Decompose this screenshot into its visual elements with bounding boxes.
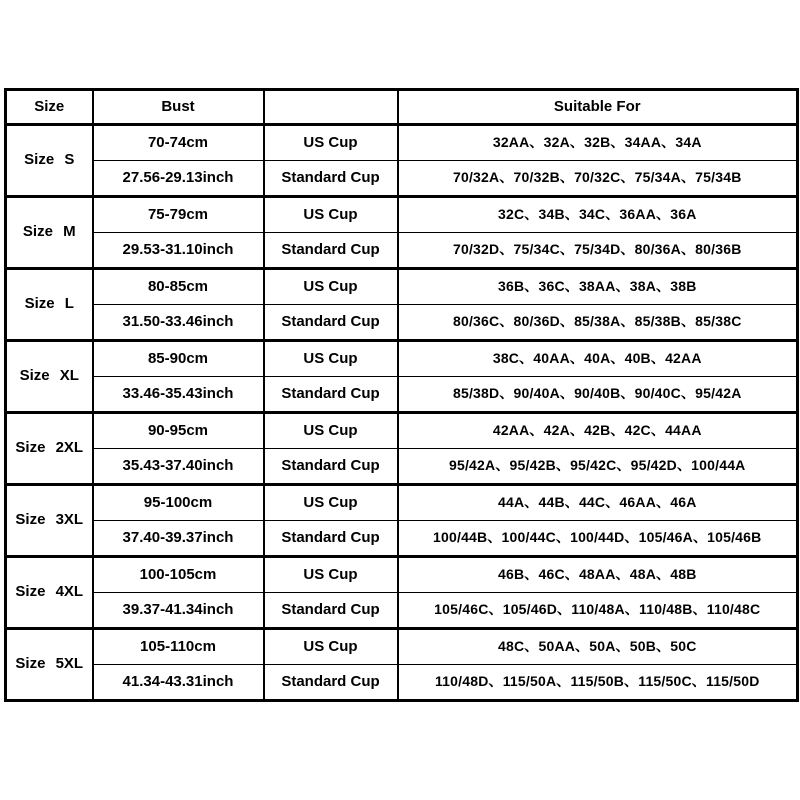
size-label-cell: Size XL <box>6 341 93 413</box>
table-row <box>6 557 798 593</box>
standard-cup-label-cell: Standard Cup <box>264 521 398 557</box>
standard-cup-label-cell: Standard Cup <box>264 449 398 485</box>
bust-cm-cell: 75-79cm <box>93 197 264 233</box>
standard-cup-sizes-cell: 80/36C、80/36D、85/38A、85/38B、85/38C <box>398 305 798 341</box>
bust-inch-cell: 37.40-39.37inch <box>93 521 264 557</box>
standard-cup-label-cell: Standard Cup <box>264 593 398 629</box>
table-row <box>6 665 798 701</box>
bust-inch-cell: 33.46-35.43inch <box>93 377 264 413</box>
bust-cm-cell: 85-90cm <box>93 341 264 377</box>
us-cup-sizes-cell: 46B、46C、48AA、48A、48B <box>398 557 798 593</box>
bust-inch-cell: 35.43-37.40inch <box>93 449 264 485</box>
us-cup-sizes-cell: 44A、44B、44C、46AA、46A <box>398 485 798 521</box>
bust-inch-cell: 29.53-31.10inch <box>93 233 264 269</box>
standard-cup-sizes-cell: 70/32D、75/34C、75/34D、80/36A、80/36B <box>398 233 798 269</box>
standard-cup-sizes-cell: 110/48D、115/50A、115/50B、115/50C、115/50D <box>398 665 798 701</box>
header-row <box>6 90 798 125</box>
us-cup-sizes-cell: 48C、50AA、50A、50B、50C <box>398 629 798 665</box>
standard-cup-label-cell: Standard Cup <box>264 305 398 341</box>
us-cup-sizes-cell: 38C、40AA、40A、40B、42AA <box>398 341 798 377</box>
bust-cm-cell: 70-74cm <box>93 125 264 161</box>
standard-cup-sizes-cell: 105/46C、105/46D、110/48A、110/48B、110/48C <box>398 593 798 629</box>
table-row <box>6 377 798 413</box>
bra-size-chart-table <box>4 88 799 702</box>
standard-cup-sizes-cell: 70/32A、70/32B、70/32C、75/34A、75/34B <box>398 161 798 197</box>
table-row <box>6 629 798 665</box>
us-cup-label-cell: US Cup <box>264 557 398 593</box>
table-row <box>6 161 798 197</box>
bust-cm-cell: 80-85cm <box>93 269 264 305</box>
header-bust: Bust <box>93 90 264 125</box>
bust-cm-cell: 100-105cm <box>93 557 264 593</box>
standard-cup-label-cell: Standard Cup <box>264 233 398 269</box>
us-cup-label-cell: US Cup <box>264 629 398 665</box>
table-row <box>6 485 798 521</box>
table-row <box>6 521 798 557</box>
us-cup-sizes-cell: 32AA、32A、32B、34AA、34A <box>398 125 798 161</box>
size-label-cell: Size L <box>6 269 93 341</box>
size-label-cell: Size M <box>6 197 93 269</box>
table-row <box>6 341 798 377</box>
us-cup-label-cell: US Cup <box>264 485 398 521</box>
bust-inch-cell: 31.50-33.46inch <box>93 305 264 341</box>
bust-cm-cell: 95-100cm <box>93 485 264 521</box>
standard-cup-sizes-cell: 100/44B、100/44C、100/44D、105/46A、105/46B <box>398 521 798 557</box>
table-row <box>6 413 798 449</box>
size-label-cell: Size 4XL <box>6 557 93 629</box>
standard-cup-label-cell: Standard Cup <box>264 161 398 197</box>
header-suitable-for: Suitable For <box>398 90 798 125</box>
us-cup-label-cell: US Cup <box>264 413 398 449</box>
us-cup-sizes-cell: 36B、36C、38AA、38A、38B <box>398 269 798 305</box>
us-cup-label-cell: US Cup <box>264 341 398 377</box>
size-label-cell: Size S <box>6 125 93 197</box>
header-size: Size <box>6 90 93 125</box>
us-cup-label-cell: US Cup <box>264 125 398 161</box>
us-cup-sizes-cell: 32C、34B、34C、36AA、36A <box>398 197 798 233</box>
size-label-cell: Size 5XL <box>6 629 93 701</box>
size-label-cell: Size 3XL <box>6 485 93 557</box>
bust-inch-cell: 27.56-29.13inch <box>93 161 264 197</box>
table-row <box>6 449 798 485</box>
table-row <box>6 125 798 161</box>
size-label-cell: Size 2XL <box>6 413 93 485</box>
us-cup-sizes-cell: 42AA、42A、42B、42C、44AA <box>398 413 798 449</box>
bust-inch-cell: 41.34-43.31inch <box>93 665 264 701</box>
header-cup-type <box>264 90 398 125</box>
standard-cup-label-cell: Standard Cup <box>264 665 398 701</box>
bust-cm-cell: 90-95cm <box>93 413 264 449</box>
table-row <box>6 233 798 269</box>
standard-cup-sizes-cell: 95/42A、95/42B、95/42C、95/42D、100/44A <box>398 449 798 485</box>
table-row <box>6 197 798 233</box>
table-row <box>6 305 798 341</box>
us-cup-label-cell: US Cup <box>264 197 398 233</box>
table-row <box>6 269 798 305</box>
table-row <box>6 593 798 629</box>
bust-inch-cell: 39.37-41.34inch <box>93 593 264 629</box>
us-cup-label-cell: US Cup <box>264 269 398 305</box>
bust-cm-cell: 105-110cm <box>93 629 264 665</box>
standard-cup-sizes-cell: 85/38D、90/40A、90/40B、90/40C、95/42A <box>398 377 798 413</box>
standard-cup-label-cell: Standard Cup <box>264 377 398 413</box>
